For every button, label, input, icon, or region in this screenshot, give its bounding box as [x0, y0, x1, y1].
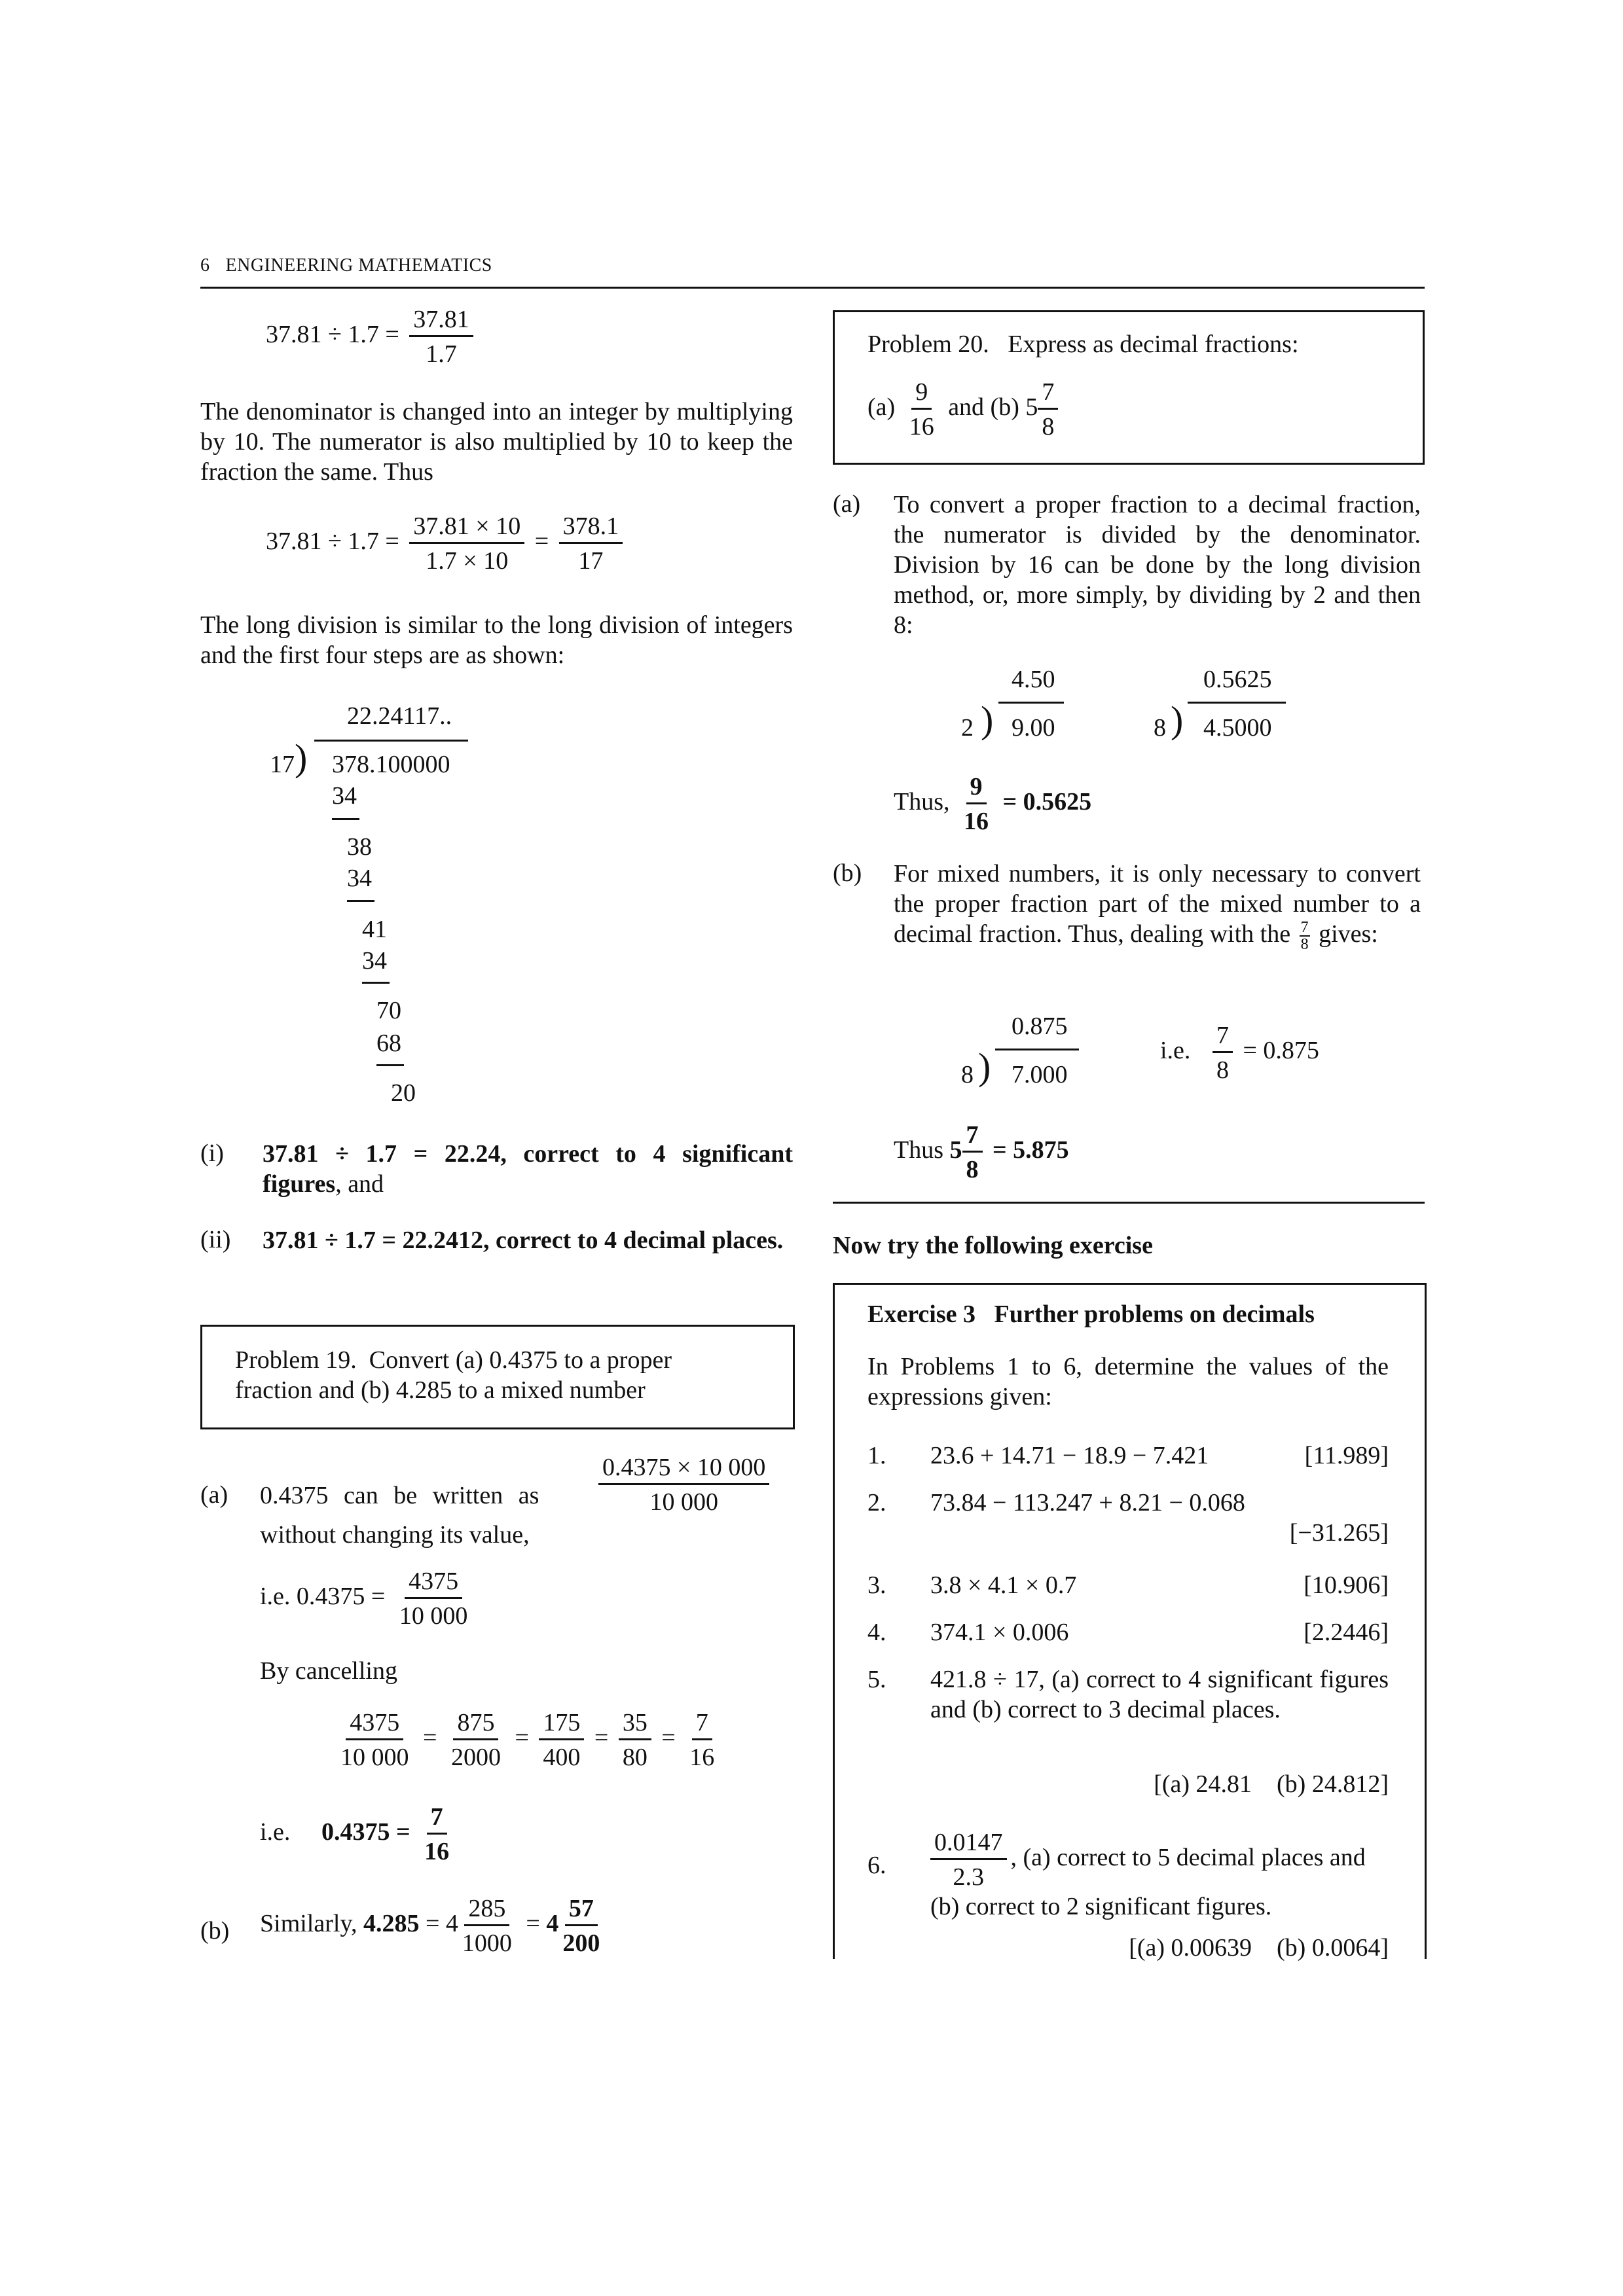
- div2-quotient: 0.5625: [1203, 666, 1272, 693]
- div3-quotient: 0.875: [1012, 1013, 1068, 1040]
- p20b-text: [894, 859, 1421, 952]
- problem-19-box: [200, 1325, 795, 1429]
- p20a-thus: Thus,: [894, 788, 950, 816]
- p19b-eq-1: =: [425, 1910, 440, 1938]
- problem-20-b-frac: [1038, 378, 1058, 441]
- paragraph-1: The denominator is changed into an integer by multiplying by 10. The numerator is also multiplied by 10 to keep the fraction the same. Thus: [200, 398, 793, 486]
- chain-frac-4: [619, 1708, 651, 1772]
- problem-19-line1: Convert (a) 0.4375 to a proper: [369, 1346, 672, 1374]
- p19b-num2: 57: [565, 1894, 598, 1926]
- div2-dividend: 4.5000: [1203, 714, 1272, 742]
- exercise-box: [833, 1283, 1427, 1962]
- division-step-3: 34: [347, 865, 372, 892]
- p19a-ie2-frac: [420, 1803, 453, 1866]
- result-ii-bold: 37.81 ÷ 1.7 = 22.2412, correct to 4 decimal places.: [263, 1227, 784, 1254]
- p20b-text2: gives:: [1319, 920, 1378, 948]
- division-step-5: 34: [362, 947, 387, 975]
- exercise-number: Exercise 3: [867, 1300, 976, 1328]
- chain-eq-3: =: [594, 1724, 609, 1752]
- problem-19-line2: fraction and (b) 4.285 to a mixed number: [235, 1376, 646, 1404]
- p19b-line: [260, 1894, 608, 1958]
- exercise-item-4: [867, 1617, 1389, 1647]
- p19a-frac: [598, 1453, 769, 1516]
- chain-d4: 80: [622, 1744, 647, 1771]
- p20b-text1: For mixed numbers, it is only necessary to convert the proper fraction part of the mixed number to a decimal fraction. Thus, dealing with the: [894, 860, 1421, 948]
- division-rule-2: [347, 900, 374, 902]
- p20b-ie-result: = 0.875: [1243, 1037, 1319, 1065]
- item-1-answer: [11.989]: [1304, 1442, 1389, 1469]
- p19b-frac2: [558, 1894, 604, 1958]
- exercise-subtitle: Further problems on decimals: [994, 1300, 1315, 1328]
- result-i-rest: , and: [335, 1170, 384, 1198]
- div1-bracket: ): [981, 698, 994, 741]
- chain-n3: 175: [539, 1708, 584, 1740]
- division-step-2: 38: [347, 833, 372, 861]
- problem-20-b-den: 8: [1042, 413, 1055, 440]
- division-rule-1: [332, 818, 359, 820]
- result-ii-label: (ii): [200, 1226, 231, 1253]
- p19b-whole: 4: [445, 1910, 458, 1938]
- chain-d1: 10 000: [340, 1744, 409, 1771]
- exercise-item-3: [867, 1570, 1389, 1600]
- p19b-frac: [458, 1894, 516, 1958]
- item-1-number: 1.: [867, 1442, 886, 1469]
- p20b-inline-frac: [1300, 920, 1310, 952]
- item-6-answer: [(a) 0.00639 (b) 0.0064]: [1129, 1934, 1389, 1962]
- p19a-ie1-den: 10 000: [399, 1602, 468, 1630]
- item-2-expr: 73.84 − 113.247 + 8.21 − 0.068: [930, 1489, 1245, 1516]
- paragraph-2: The long division is similar to the long division of integers and the first four steps are as shown:: [200, 611, 793, 669]
- p20b-ie: [1160, 1021, 1319, 1085]
- division-rule-3: [362, 982, 390, 984]
- p19b-text: Similarly,: [260, 1910, 357, 1938]
- division-divisor: 17: [270, 751, 295, 778]
- item-6-body: [930, 1828, 1389, 1922]
- exercise-title: [867, 1299, 1315, 1329]
- p19a-ie1-lhs: i.e. 0.4375 =: [260, 1583, 386, 1611]
- item-3-expr: 3.8 × 4.1 × 0.7: [930, 1571, 1077, 1599]
- div1-quotient: 4.50: [1012, 666, 1055, 693]
- div2-bracket: ): [1171, 698, 1184, 741]
- item-6-frac: [930, 1828, 1007, 1892]
- exercise-item-1: [867, 1441, 1389, 1471]
- result-i-label: (i): [200, 1139, 224, 1167]
- chain-n1: 4375: [346, 1708, 403, 1740]
- p20a-num: 9: [966, 772, 987, 804]
- p19a-ie2-label: i.e.: [260, 1818, 291, 1846]
- problem-20-text: Express as decimal fractions:: [1008, 331, 1299, 358]
- chain-eq-2: =: [515, 1724, 529, 1752]
- item-6-expr: , (a) correct to 5 decimal places and (b) correct to 2 significant figures.: [930, 1844, 1366, 1920]
- problem-20-a-num: 9: [911, 378, 932, 410]
- p20a-result-value: = 0.5625: [1002, 788, 1092, 816]
- p20b-label: (b): [833, 859, 862, 887]
- p20b-num: 7: [962, 1121, 983, 1153]
- result-ii: [263, 1225, 793, 1255]
- p19a-text: 0.4375 can be written as: [260, 1482, 539, 1509]
- equation-1: [266, 305, 477, 368]
- result-i-bold: 37.81 ÷ 1.7 = 22.24, correct to 4 significant figures: [263, 1140, 793, 1198]
- p20b-ie-frac: [1213, 1021, 1233, 1085]
- p19a-ie1-frac: [395, 1567, 472, 1630]
- chain-d2: 2000: [450, 1744, 501, 1771]
- item-4-expr: 374.1 × 0.006: [930, 1619, 1069, 1646]
- p20a-den: 16: [964, 808, 989, 835]
- p19b-whole2: 4: [546, 1910, 559, 1938]
- p20b-inline-num: 7: [1300, 919, 1309, 937]
- eq2-lhs: 37.81 ÷ 1.7 =: [266, 528, 399, 556]
- p19a-cancel-label: By cancelling: [260, 1657, 397, 1685]
- exercise-item-2: [867, 1488, 1389, 1548]
- p19a-chain: [333, 1708, 722, 1772]
- equation-2: [266, 512, 627, 575]
- problem-20-b-whole: 5: [1025, 393, 1038, 422]
- div1-bar: [998, 702, 1064, 704]
- section-rule: [833, 1202, 1425, 1204]
- item-1-expr: 23.6 + 14.71 − 18.9 − 7.421: [930, 1442, 1209, 1469]
- division-bar: [314, 740, 468, 742]
- problem-19-text: [235, 1345, 772, 1405]
- problem-20-header: [867, 329, 1299, 359]
- div1-dividend: 9.00: [1012, 714, 1055, 742]
- page-number: 6: [200, 255, 210, 276]
- p20b-result-value: = 5.875: [993, 1136, 1069, 1164]
- chain-frac-1: [337, 1708, 413, 1772]
- exercise-item-5: [867, 1664, 1389, 1798]
- p19b-den2: 200: [562, 1929, 600, 1957]
- eq2-den1: 1.7 × 10: [426, 547, 509, 575]
- item-2-answer: [−31.265]: [1289, 1519, 1389, 1547]
- eq1-fraction: [409, 305, 473, 368]
- header-rule: [200, 287, 1425, 289]
- division-dividend: 378.100000: [332, 751, 450, 778]
- p19a-frac-den: 10 000: [649, 1488, 718, 1516]
- chain-frac-5: [685, 1708, 718, 1772]
- item-2-number: 2.: [867, 1489, 886, 1516]
- division-step-4: 41: [362, 916, 387, 943]
- eq2-fraction-2: [559, 512, 623, 575]
- div3-divisor: 8: [961, 1061, 974, 1088]
- chain-n4: 35: [619, 1708, 651, 1740]
- problem-20-a-den: 16: [909, 413, 934, 440]
- div3-bracket: ): [978, 1045, 991, 1088]
- eq1-lhs: 37.81 ÷ 1.7 =: [266, 321, 399, 349]
- p20a-result: [894, 772, 1091, 836]
- p19a-ie2: [260, 1803, 457, 1866]
- division-step-8: 20: [391, 1079, 416, 1107]
- item-5-number: 5.: [867, 1666, 886, 1693]
- problem-20-parts: [867, 378, 1062, 441]
- item-6-number: 6.: [867, 1852, 886, 1879]
- problem-20-a-frac: [905, 378, 938, 441]
- eq2-equals: =: [534, 528, 549, 556]
- item-6-num: 0.0147: [930, 1828, 1007, 1860]
- item-4-answer: [2.2446]: [1304, 1619, 1389, 1646]
- p20b-den: 8: [966, 1156, 979, 1183]
- p19b-label: (b): [200, 1917, 230, 1945]
- p20b-thus: Thus: [894, 1136, 943, 1164]
- chain-d3: 400: [543, 1744, 581, 1771]
- p20a-label: (a): [833, 490, 861, 518]
- chain-eq-1: =: [423, 1724, 437, 1752]
- p19b-lhs: 4.285: [363, 1910, 420, 1938]
- item-4-number: 4.: [867, 1619, 886, 1646]
- running-title: ENGINEERING MATHEMATICS: [225, 255, 492, 276]
- division-quotient: 22.24117..: [347, 702, 452, 730]
- eq2-num1: 37.81 × 10: [409, 512, 524, 544]
- chain-frac-2: [447, 1708, 505, 1772]
- chain-eq-4: =: [661, 1724, 676, 1752]
- p20b-inline-den: 8: [1300, 936, 1309, 954]
- p19a-ie1: [260, 1567, 475, 1630]
- problem-20-a: (a): [867, 393, 896, 422]
- p19a-ie2-lhs: 0.4375 =: [321, 1818, 410, 1846]
- p19b-num: 285: [464, 1894, 509, 1926]
- p19a-text2: without changing its value,: [260, 1521, 530, 1549]
- div2-divisor: 8: [1154, 714, 1166, 742]
- p19a-ie2-den: 16: [424, 1838, 450, 1865]
- p19b-den: 1000: [462, 1929, 512, 1957]
- item-5-answer: [(a) 24.81 (b) 24.812]: [1154, 1770, 1389, 1798]
- eq1-den: 1.7: [426, 340, 457, 368]
- problem-20-and: and (b): [948, 393, 1019, 422]
- problem-20-b-num: 7: [1038, 378, 1058, 410]
- div2-bar: [1188, 702, 1286, 704]
- chain-n5: 7: [692, 1708, 712, 1740]
- exercise-intro: In Problems 1 to 6, determine the values of the expressions given:: [867, 1353, 1389, 1410]
- p20b-ie-num: 7: [1213, 1021, 1233, 1053]
- p20b-result: [894, 1121, 1069, 1184]
- p19a-fraction: [594, 1453, 773, 1516]
- chain-frac-3: [539, 1708, 584, 1772]
- eq2-den2: 17: [578, 547, 604, 575]
- div3-dividend: 7.000: [1012, 1061, 1068, 1088]
- eq2-num2: 378.1: [559, 512, 623, 544]
- division-bracket: ): [295, 736, 308, 779]
- result-i: [263, 1139, 793, 1199]
- item-6-den: 2.3: [953, 1863, 984, 1891]
- p19a-label: (a): [200, 1481, 228, 1509]
- problem-20-box: [833, 310, 1425, 465]
- div3-bar: [995, 1049, 1079, 1050]
- eq1-num: 37.81: [409, 305, 473, 337]
- division-rule-4: [376, 1064, 404, 1066]
- div1-divisor: 2: [961, 714, 974, 742]
- now-try-heading: Now try the following exercise: [833, 1232, 1153, 1259]
- p19a-frac-num: 0.4375 × 10 000: [598, 1453, 769, 1485]
- item-3-answer: [10.906]: [1304, 1571, 1389, 1599]
- p20b-whole: 5: [949, 1136, 962, 1164]
- p20a-text: To convert a proper fraction to a decimal fraction, the numerator is divided by the denominator. Division by 16 can be done by the long division method, or, more simply, by dividing by 2 and then 8:: [894, 491, 1421, 639]
- p19a-ie2-num: 7: [427, 1803, 447, 1835]
- p20b-ie-den: 8: [1216, 1056, 1229, 1084]
- item-5-expr: 421.8 ÷ 17, (a) correct to 4 significant figures and (b) correct to 3 decimal places.: [930, 1666, 1389, 1723]
- division-step-1: 34: [332, 782, 357, 810]
- p20a-frac: [960, 772, 993, 836]
- p20b-ie-label: i.e.: [1160, 1037, 1191, 1065]
- p19b-eq-2: =: [526, 1910, 540, 1938]
- p20b-frac: [962, 1121, 983, 1184]
- problem-19-title: Problem 19.: [235, 1346, 357, 1374]
- running-header: [200, 255, 492, 276]
- chain-d5: 16: [689, 1744, 715, 1771]
- division-step-6: 70: [376, 997, 401, 1024]
- chain-n2: 875: [453, 1708, 498, 1740]
- problem-20-title: Problem 20.: [867, 331, 989, 358]
- division-step-7: 68: [376, 1030, 401, 1057]
- eq2-fraction-1: [409, 512, 524, 575]
- p19a-ie1-num: 4375: [405, 1567, 462, 1599]
- item-3-number: 3.: [867, 1571, 886, 1599]
